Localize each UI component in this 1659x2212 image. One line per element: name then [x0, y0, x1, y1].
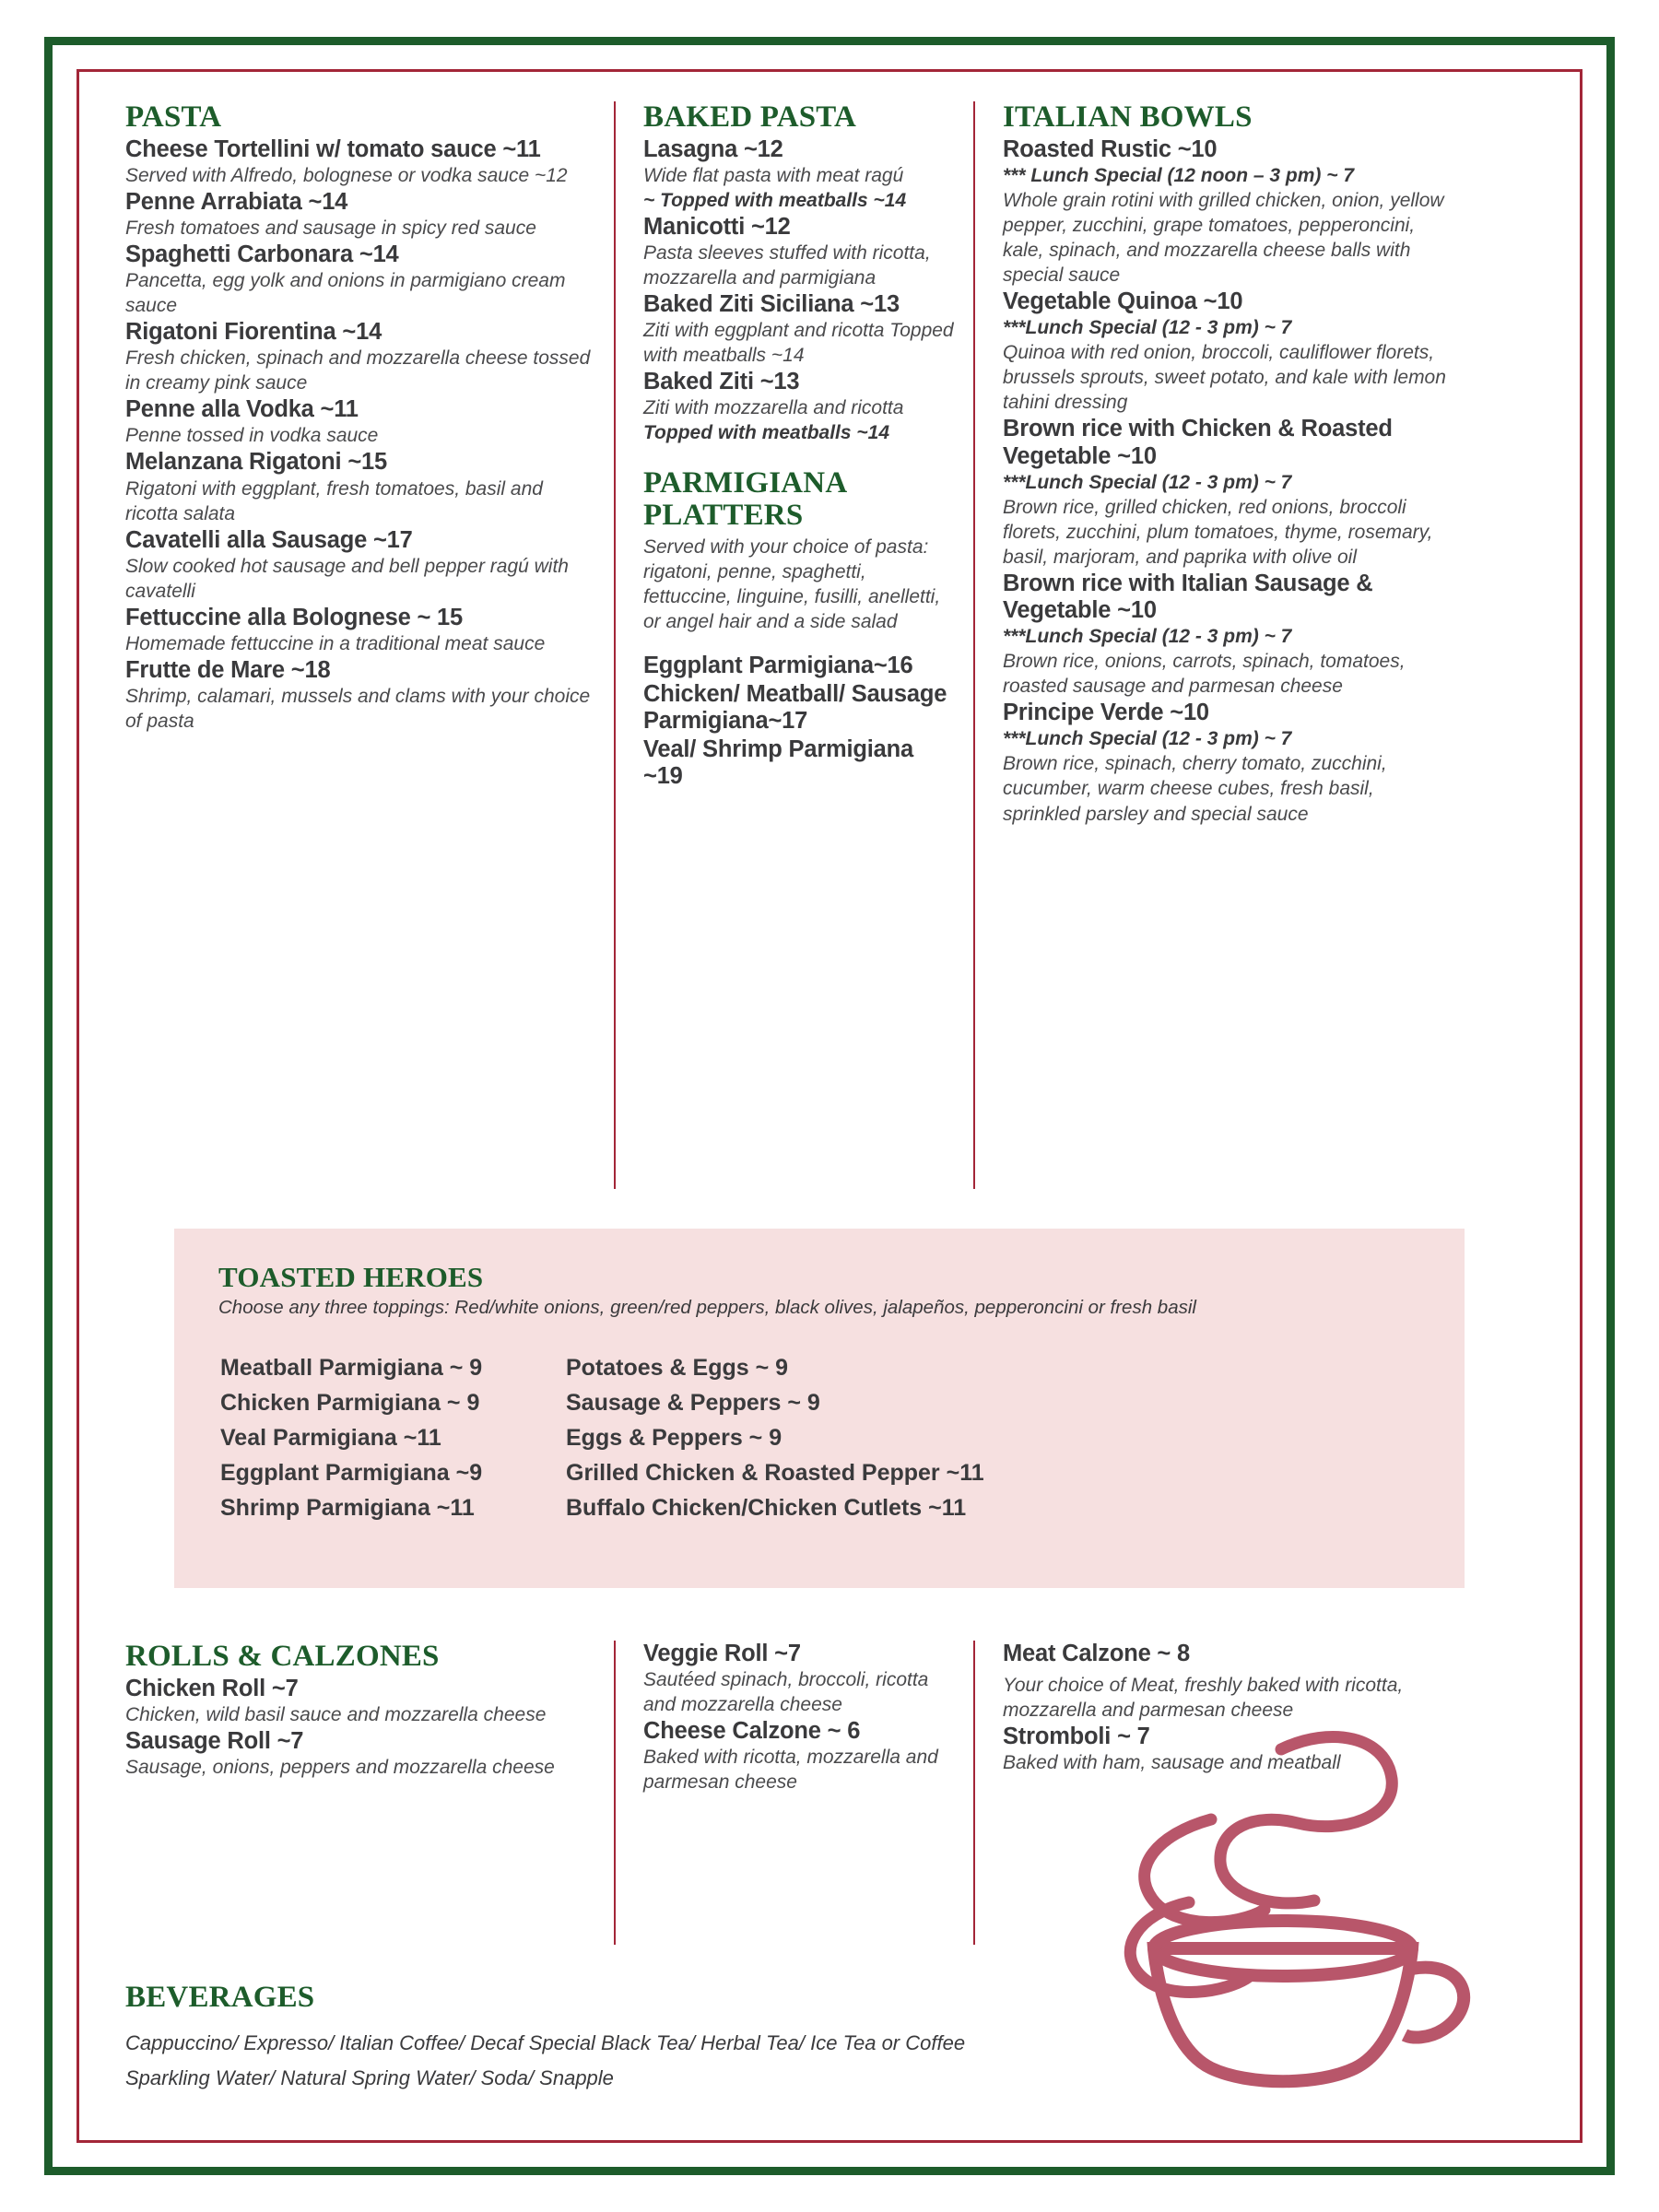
top-columns — [125, 101, 1655, 1189]
lunch-special-note: *** Lunch Special (12 noon – 3 pm) ~ 7 — [1003, 164, 1355, 186]
inner-red-border — [76, 69, 1583, 2143]
menu-item — [125, 527, 594, 604]
hero-item: Shrimp Parmigiana ~11 — [220, 1495, 475, 1522]
item-name: Baked Ziti ~13 — [643, 369, 800, 395]
beverage-line: Sparkling Water/ Natural Spring Water/ Soda/ Snapple — [125, 2066, 614, 2090]
item-description: Pasta sleeves stuffed with ricotta, mozzarella and parmigiana — [643, 241, 931, 288]
section-heading-pasta: PASTA — [125, 100, 222, 134]
item-name: Penne Arrabiata ~14 — [125, 188, 348, 215]
toppings-note: Choose any three toppings: Red/white onions, green/red peppers, black olives, jalapeños, pepperoncini or fresh basil — [218, 1297, 1196, 1319]
hero-item: Eggs & Peppers ~ 9 — [566, 1425, 782, 1452]
item-name: Rigatoni Fiorentina ~14 — [125, 319, 382, 346]
item-description: Brown rice, spinach, cherry tomato, zucchini, cucumber, warm cheese cubes, fresh basil, sprinkled parsley and special sauce — [1003, 753, 1387, 825]
rolls-column-1 — [125, 1641, 614, 1945]
item-name: Chicken/ Meatball/ Sausage Parmigiana~17 — [643, 681, 947, 735]
section-heading-beverages: BEVERAGES — [125, 1981, 315, 2014]
item-description: Pancetta, egg yolk and onions in parmigiano cream sauce — [125, 269, 566, 317]
item-name: Chicken Roll ~7 — [125, 1675, 299, 1701]
item-name: Cheese Calzone ~ 6 — [643, 1718, 861, 1745]
menu-item — [1003, 571, 1453, 699]
section-heading-parmigiana-platters: PARMIGIANA PLATTERS — [643, 465, 846, 533]
item-description: Shrimp, calamari, mussels and clams with your choice of pasta — [125, 686, 591, 733]
item-name: Veal/ Shrimp Parmigiana ~19 — [643, 736, 914, 790]
section-heading-rolls-calzones: ROLLS & CALZONES — [125, 1640, 440, 1673]
item-name: Roasted Rustic ~10 — [1003, 135, 1218, 162]
menu-content — [125, 101, 1541, 2114]
hero-item: Grilled Chicken & Roasted Pepper ~11 — [566, 1460, 984, 1487]
section-heading-baked-pasta: BAKED PASTA — [643, 100, 857, 134]
hero-item: Meatball Parmigiana ~ 9 — [220, 1355, 483, 1382]
menu-item — [125, 449, 594, 525]
item-description: Homemade fettuccine in a traditional meat sauce — [125, 632, 546, 654]
beverage-line: Cappuccino/ Expresso/ Italian Coffee/ Decaf Special Black Tea/ Herbal Tea/ Ice Tea or Coffee — [125, 2030, 966, 2054]
item-name: Eggplant Parmigiana~16 — [643, 653, 913, 679]
section-heading-toasted-heroes: TOASTED HEROES — [218, 1261, 484, 1293]
menu-item — [1003, 288, 1453, 415]
parmigiana-note: Served with your choice of pasta: rigatoni, penne, spaghetti, fettuccine, linguine, fusilli, anelletti, or angel hair and a side salad — [643, 535, 941, 632]
item-description: Brown rice, onions, carrots, spinach, tomatoes, roasted sausage and parmesan cheese — [1003, 651, 1406, 698]
item-description-bold: ~ Topped with meatballs ~14 — [643, 189, 907, 211]
item-name: Spaghetti Carbonara ~14 — [125, 241, 399, 267]
hero-item: Veal Parmigiana ~11 — [220, 1425, 441, 1452]
item-name: Cavatelli alla Sausage ~17 — [125, 526, 413, 553]
item-description: Rigatoni with eggplant, fresh tomatoes, basil and ricotta salata — [125, 477, 543, 524]
menu-item — [125, 136, 594, 188]
item-description: Whole grain rotini with grilled chicken, onion, yellow pepper, zucchini, grape tomatoes, pepperoncini, kale, spinach, and mozzarella cheese balls with special sauce — [1003, 189, 1444, 286]
menu-item — [125, 189, 594, 241]
section-rolls-calzones — [125, 1641, 1655, 1945]
item-name: Cheese Tortellini w/ tomato sauce ~11 — [125, 135, 541, 162]
menu-item — [1003, 136, 1453, 288]
menu-item — [125, 319, 594, 395]
item-name: Baked Ziti Siciliana ~13 — [643, 291, 900, 318]
lunch-special-note: ***Lunch Special (12 - 3 pm) ~ 7 — [1003, 317, 1292, 339]
item-name: Penne alla Vodka ~11 — [125, 396, 359, 423]
menu-item — [125, 396, 594, 448]
menu-item — [125, 1676, 594, 1727]
lunch-special-note: ***Lunch Special (12 - 3 pm) ~ 7 — [1003, 626, 1292, 648]
item-name: Veggie Roll ~7 — [643, 1641, 801, 1666]
lunch-special-note: ***Lunch Special (12 - 3 pm) ~ 7 — [1003, 728, 1292, 750]
hero-item: Sausage & Peppers ~ 9 — [566, 1390, 820, 1417]
item-description: Baked with ham, sausage and meatball — [1003, 1752, 1341, 1774]
rolls-column-2 — [614, 1641, 973, 1945]
hero-item: Potatoes & Eggs ~ 9 — [566, 1355, 789, 1382]
section-heading-italian-bowls: ITALIAN BOWLS — [1003, 100, 1253, 134]
heroes-grid — [218, 1350, 1420, 1525]
item-name: Frutte de Mare ~18 — [125, 657, 331, 684]
lunch-special-note: ***Lunch Special (12 - 3 pm) ~ 7 — [1003, 471, 1292, 493]
rolls-column-3 — [973, 1641, 1453, 1945]
item-description: Served with Alfredo, bolognese or vodka sauce ~12 — [125, 164, 568, 186]
hero-item: Buffalo Chicken/Chicken Cutlets ~11 — [566, 1495, 967, 1522]
item-name: Principe Verde ~10 — [1003, 700, 1209, 726]
item-name: Brown rice with Chicken & Roasted Vegetable ~10 — [1003, 416, 1393, 469]
menu-item — [125, 241, 594, 318]
menu-item — [643, 291, 955, 368]
menu-item — [1003, 1724, 1453, 1775]
item-name: Fettuccine alla Bolognese ~ 15 — [125, 604, 464, 630]
item-name: Melanzana Rigatoni ~15 — [125, 449, 387, 476]
item-description: Brown rice, grilled chicken, red onions, broccoli florets, zucchini, plum tomatoes, thyme, rosemary, basil, marjoram, and paprika with olive oil — [1003, 496, 1433, 568]
item-name: Sausage Roll ~7 — [125, 1727, 304, 1754]
menu-item — [643, 1641, 955, 1717]
menu-item — [125, 657, 594, 734]
menu-item — [643, 369, 955, 445]
menu-item — [125, 605, 594, 656]
outer-green-border — [44, 37, 1615, 2175]
item-description-bold: Topped with meatballs ~14 — [643, 422, 890, 444]
item-name: Lasagna ~12 — [643, 135, 783, 162]
section-pasta — [125, 101, 614, 1189]
menu-item — [643, 136, 955, 213]
item-description: Fresh tomatoes and sausage in spicy red sauce — [125, 217, 536, 239]
item-description: Fresh chicken, spinach and mozzarella cheese tossed in creamy pink sauce — [125, 347, 591, 394]
item-name: Vegetable Quinoa ~10 — [1003, 288, 1243, 315]
section-toasted-heroes — [174, 1229, 1465, 1588]
item-description: Wide flat pasta with meat ragú — [643, 164, 904, 186]
item-description: Sausage, onions, peppers and mozzarella cheese — [125, 1756, 555, 1778]
item-name: Brown rice with Italian Sausage & Vegetable ~10 — [1003, 570, 1373, 623]
item-name: Meat Calzone ~ 8 — [1003, 1641, 1190, 1666]
menu-item — [125, 1728, 594, 1780]
item-description: Your choice of Meat, freshly baked with ricotta, mozzarella and parmesan cheese — [1003, 1675, 1404, 1722]
item-name: Manicotti ~12 — [643, 213, 791, 240]
item-description: Ziti with eggplant and ricotta Topped with meatballs ~14 — [643, 320, 954, 367]
menu-item — [643, 214, 955, 290]
item-description: Ziti with mozzarella and ricotta — [643, 397, 904, 419]
item-description: Penne tossed in vodka sauce — [125, 425, 379, 447]
menu-item — [643, 1718, 955, 1794]
menu-item — [1003, 416, 1453, 569]
item-description: Chicken, wild basil sauce and mozzarella cheese — [125, 1703, 547, 1725]
section-baked-pasta — [614, 101, 973, 1189]
hero-item: Chicken Parmigiana ~ 9 — [220, 1390, 480, 1417]
item-name: Stromboli ~ 7 — [1003, 1724, 1150, 1750]
item-description: Slow cooked hot sausage and bell pepper ragú with cavatelli — [125, 555, 569, 602]
section-italian-bowls — [973, 101, 1453, 1189]
menu-item — [1003, 700, 1453, 826]
menu-item — [1003, 1641, 1453, 1723]
section-beverages — [125, 1982, 1231, 2097]
item-description: Sautéed spinach, broccoli, ricotta and mozzarella cheese — [643, 1669, 929, 1716]
item-description: Quinoa with red onion, broccoli, cauliflower florets, brussels sprouts, sweet potato, and kale with lemon tahini dressing — [1003, 342, 1446, 414]
item-description: Baked with ricotta, mozzarella and parmesan cheese — [643, 1747, 938, 1794]
hero-item: Eggplant Parmigiana ~9 — [220, 1460, 483, 1487]
